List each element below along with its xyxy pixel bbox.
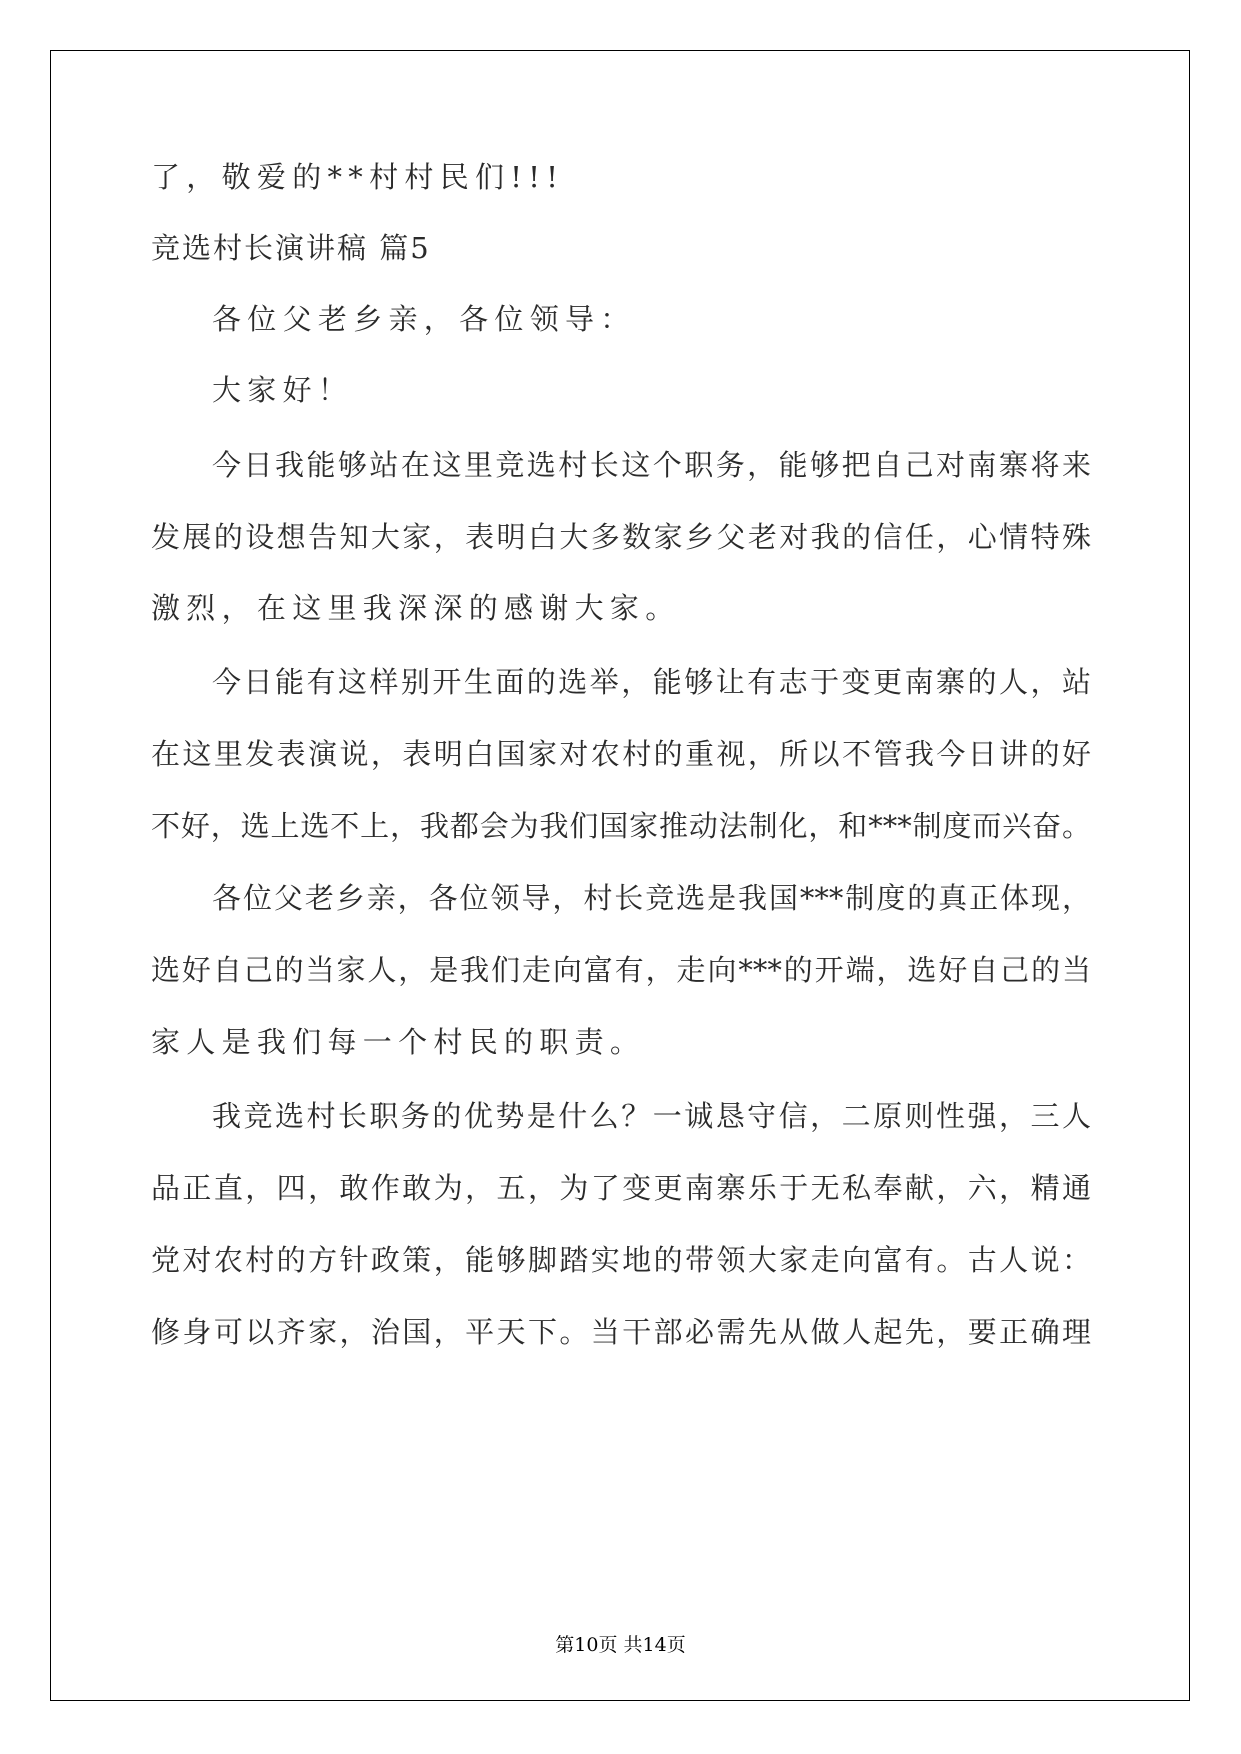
salutation: 各位父老乡亲，各位领导： xyxy=(212,302,636,336)
paragraph-line: 修身可以齐家，治国，平天下。当干部必需先从做人起先，要正确理 xyxy=(151,1315,1091,1349)
section-heading: 竞选村长演讲稿 篇5 xyxy=(151,231,431,265)
paragraph-line: 品正直，四，敢作敢为，五，为了变更南寨乐于无私奉献，六，精通 xyxy=(151,1171,1091,1205)
paragraph-line: 今日能有这样别开生面的选举，能够让有志于变更南寨的人，站 xyxy=(212,665,1091,699)
paragraph-line: 发展的设想告知大家，表明白大多数家乡父老对我的信任，心情特殊 xyxy=(151,520,1091,554)
paragraph-line: 今日我能够站在这里竞选村长这个职务，能够把自己对南寨将来 xyxy=(212,448,1091,482)
paragraph-line: 各位父老乡亲，各位领导，村长竞选是我国***制度的真正体现， xyxy=(212,881,1091,915)
paragraph-line: 在这里发表演说，表明白国家对农村的重视，所以不管我今日讲的好 xyxy=(151,737,1091,771)
paragraph-line: 我竞选村长职务的优势是什么？一诚恳守信，二原则性强，三人 xyxy=(212,1099,1091,1133)
greeting: 大家好！ xyxy=(212,373,354,407)
text-line: 了，敬爱的**村村民们!!! xyxy=(151,160,565,194)
paragraph-line: 党对农村的方针政策，能够脚踏实地的带领大家走向富有。古人说： xyxy=(151,1243,1091,1277)
paragraph-line: 选好自己的当家人，是我们走向富有，走向***的开端，选好自己的当 xyxy=(151,953,1091,987)
page-border xyxy=(50,50,1190,1701)
paragraph-line: 家人是我们每一个村民的职责。 xyxy=(151,1025,646,1059)
page-number-footer: 第10页 共14页 xyxy=(555,1634,686,1656)
paragraph-line: 不好，选上选不上，我都会为我们国家推动法制化，和***制度而兴奋。 xyxy=(151,809,1091,843)
paragraph-line: 激烈，在这里我深深的感谢大家。 xyxy=(151,591,681,625)
